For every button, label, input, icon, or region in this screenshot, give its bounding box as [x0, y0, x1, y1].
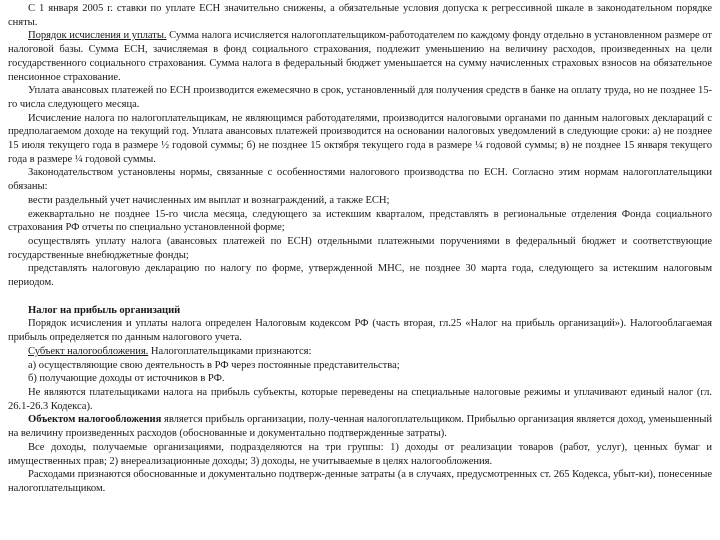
- paragraph-obligation-3: осуществлять уплату налога (авансовых платежей по ЕСН) отдельными платежными поручениями в федеральный бюджет и соответствующие государственные внебюджетные фонды;: [8, 235, 712, 261]
- paragraph-subject-a: а) осуществляющие свою деятельность в РФ через постоянные представительства;: [28, 359, 400, 371]
- paragraph-expenses: Расходами признаются обоснованные и документально подтверж-денные затраты (а в случаях, предусмотренных ст. 265 Кодекса, убыт-ки), понесенные налогоплательщиком.: [8, 469, 712, 494]
- paragraph-calculation-order-text: Сумма налога исчисляется налогоплательщиком-работодателем по каждому фонду отдельно в установленном размере от налоговой базы. Сумма ЕСН, зачисляемая в фонд социального страхования, подлежит уменьшению на величину расходов, произведенных на цели государственного социального страхования. Сумма налога в федеральный бюджет уменьшается на сумму начисленных страховых взносов на обязательное пенсионное страхование.: [8, 30, 712, 83]
- subheading-tax-object: Объектом налогообложения: [28, 414, 162, 426]
- paragraph-profit-tax-intro: Порядок исчисления и уплаты налога определен Налоговым кодексом РФ (часть вторая, гл.25 «Налог на прибыль организаций»). Налогооблагаемая прибыль определяется по данным налогового учета.: [8, 318, 712, 344]
- paragraph-obligations-intro: Законодательством установлены нормы, связанные с особенностями налогового производства по ЕСН. Согласно этим нормам налогоплательщики обязаны:: [8, 167, 712, 193]
- subheading-tax-subject: Субъект налогообложения.: [28, 345, 149, 357]
- paragraph-tax-object: [8, 413, 712, 440]
- paragraph-tax-subject: [8, 345, 712, 359]
- section-gap: [8, 290, 712, 304]
- paragraph-calculation-order: [8, 29, 712, 84]
- subheading-calculation-order: Порядок исчисления и уплаты.: [28, 30, 167, 42]
- paragraph-tax-object-text: является прибыль организации, полу-ченная налогоплательщиком. Прибылью организация является доход, уменьшенный на величину произведенных расходов (обоснованные и документально подтвержденные затраты).: [8, 414, 712, 440]
- paragraph-income-groups: Все доходы, получаемые организациями, подразделяются на три группы: 1) доходы от реализации товаров (работ, услуг), ценных бумаг и имущественных прав; 2) внереализационные доходы; 3) доходы, не учитываемые в целях налогообложения.: [8, 441, 712, 467]
- paragraph-non-employers: Исчисление налога по налогоплательщикам, не являющимся работодателями, производится налоговыми органами по данным налоговых деклараций с предполагаемом доходе на текущий год. Уплата авансовых платежей производится на основании налоговых уведомлений в следующие сроки: а) не позднее 15 июля текущего года в размере ½ годовой суммы; б) не позднее 15 октября текущего года в размере ¼ годовой суммы; в) не позднее 15 января текущего года в размере ¼ годовой суммы.: [8, 112, 712, 165]
- paragraph-advance-payments: Уплата авансовых платежей по ЕСН производится ежемесячно в срок, установленный для получения средств в банке на оплату труда, но не позднее 15-го числа следующего месяца.: [8, 85, 712, 110]
- paragraph-esn-rates: С 1 января 2005 г. ставки по уплате ЕСН значительно снижены, а обязательные условия допуска к регрессивной шкале в законодательном порядке сняты.: [8, 3, 712, 28]
- paragraph-subject-b: б) получающие доходы от источников в РФ.: [28, 373, 225, 385]
- paragraph-obligation-4: представлять налоговую декларацию по налогу по форме, утвержденной МНС, не позднее 30 марта года, следующего за истекшим налоговым периодом.: [8, 263, 712, 289]
- paragraph-non-payers: Не являются плательщиками налога на прибыль субъекты, которые переведены на специальные налоговые режимы и уплачивают единый налог (гл. 26.1-26.3 Кодекса).: [8, 386, 712, 412]
- section-heading-profit-tax: Налог на прибыль организаций: [28, 304, 181, 316]
- paragraph-tax-subject-text: Налогоплательщиками признаются:: [148, 345, 312, 357]
- paragraph-obligation-1: вести раздельный учет начисленных им выплат и вознаграждений, а также ЕСН;: [28, 194, 390, 206]
- paragraph-obligation-2: ежеквартально не позднее 15-го числа месяца, следующего за истекшим кварталом, представлять в региональные отделения Фонда социального страхования РФ отчеты по специально установленной форме;: [8, 208, 712, 234]
